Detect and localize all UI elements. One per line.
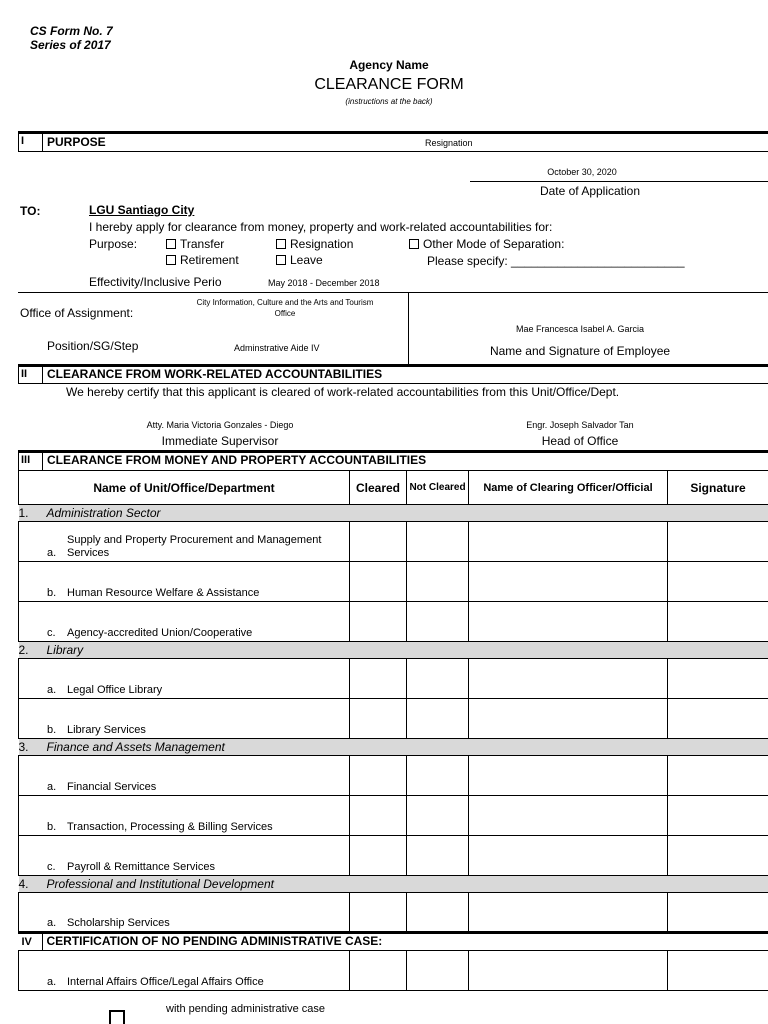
unit-name: Financial Services — [67, 781, 157, 793]
option-other-label: Other Mode of Separation: — [423, 237, 565, 251]
office-of-assignment-value[interactable] — [160, 297, 410, 319]
officer-cell[interactable] — [469, 836, 668, 876]
item-letter: a. — [47, 684, 57, 696]
cleared-cell[interactable] — [350, 756, 407, 796]
unit-name: Human Resource Welfare & Assistance — [67, 587, 260, 599]
option-retirement-label: Retirement — [180, 253, 239, 267]
signature-cell[interactable] — [668, 659, 768, 699]
rule — [18, 292, 768, 293]
unit-name: Agency-accredited Union/Cooperative — [67, 627, 253, 639]
category-row — [19, 505, 768, 522]
item-letter: b. — [47, 821, 57, 833]
table-row — [19, 522, 768, 562]
unit-cell — [19, 522, 350, 562]
employee-signature-label: Name and Signature of Employee — [489, 344, 671, 358]
unit-cell — [19, 893, 350, 933]
not-cleared-cell[interactable] — [407, 951, 469, 991]
certify-statement: We hereby certify that this applicant is cleared of work-related accountabilities from this Unit/Office/Dept. — [66, 385, 620, 399]
checkbox-icon[interactable] — [409, 239, 419, 249]
option-leave-label: Leave — [290, 253, 323, 267]
unit-name: Scholarship Services — [67, 917, 170, 929]
table-row — [19, 699, 768, 739]
cleared-cell[interactable] — [350, 893, 407, 933]
officer-cell[interactable] — [469, 951, 668, 991]
form-number — [30, 24, 113, 52]
category-library — [19, 642, 768, 659]
section-iv-header-row — [19, 933, 768, 951]
supervisor-name[interactable]: Atty. Maria Victoria Gonzales - Diego — [146, 420, 294, 430]
effectivity-label: Effectivity/Inclusive Perio — [89, 275, 222, 289]
section-title-work: CLEARANCE FROM WORK-RELATED ACCOUNTABILITIES — [47, 367, 383, 381]
not-cleared-cell[interactable] — [407, 522, 469, 562]
please-specify-field[interactable]: Please specify: __________________________ — [427, 254, 685, 268]
unit-cell — [19, 602, 350, 642]
cleared-cell[interactable] — [350, 796, 407, 836]
option-resignation-label: Resignation — [290, 237, 354, 251]
officer-cell[interactable] — [469, 893, 668, 933]
section-number: IV — [19, 934, 43, 950]
signature-cell[interactable] — [668, 951, 768, 991]
unit-cell — [19, 562, 350, 602]
to-label: TO: — [20, 204, 41, 218]
section-title-money: CLEARANCE FROM MONEY AND PROPERTY ACCOUNTABILITIES — [47, 453, 427, 467]
not-cleared-cell[interactable] — [407, 699, 469, 739]
checkbox-icon[interactable] — [166, 255, 176, 265]
unit-name: Internal Affairs Office/Legal Affairs Office — [67, 976, 264, 988]
not-cleared-cell[interactable] — [407, 796, 469, 836]
head-name[interactable]: Engr. Joseph Salvador Tan — [526, 420, 634, 430]
category-administration — [19, 505, 768, 522]
purpose-label: Purpose: — [89, 237, 138, 251]
checkbox-icon[interactable] — [166, 239, 176, 249]
category-number: 2. — [18, 643, 29, 657]
instructions-note: (instructions at the back) — [345, 97, 433, 106]
cleared-cell[interactable] — [350, 659, 407, 699]
unit-cell — [19, 756, 350, 796]
unit-name: Library Services — [67, 724, 146, 736]
category-name: Finance and Assets Management — [46, 740, 225, 754]
unit-cell — [19, 836, 350, 876]
option-resignation[interactable] — [276, 237, 353, 251]
table-row — [19, 893, 768, 933]
table-row — [19, 602, 768, 642]
officer-cell[interactable] — [469, 522, 668, 562]
not-cleared-cell[interactable] — [407, 893, 469, 933]
section-number: II — [21, 368, 28, 380]
rule — [18, 151, 768, 152]
item-letter: b. — [47, 724, 57, 736]
unit-name: Payroll & Remittance Services — [67, 861, 215, 873]
position-label: Position/SG/Step — [47, 339, 139, 353]
date-of-application-value[interactable]: October 30, 2020 — [547, 167, 617, 177]
cleared-cell[interactable] — [350, 951, 407, 991]
position-value[interactable]: Adminstrative Aide IV — [234, 343, 320, 353]
unit-cell — [19, 951, 350, 991]
clearance-table — [18, 470, 768, 991]
signature-line — [470, 181, 768, 182]
unit-cell — [19, 659, 350, 699]
apply-statement: I hereby apply for clearance from money, property and work-related accountabilities for: — [89, 220, 553, 234]
section-title-purpose: PURPOSE — [47, 135, 106, 149]
cleared-cell[interactable] — [350, 522, 407, 562]
effectivity-value[interactable]: May 2018 - December 2018 — [268, 278, 380, 288]
rule — [18, 383, 768, 384]
unit-name: Supply and Property Procurement and Management Services — [67, 534, 322, 559]
form-number-line1: CS Form No. 7 — [30, 24, 113, 38]
cleared-cell[interactable] — [350, 602, 407, 642]
category-name: Administration Sector — [46, 506, 161, 520]
option-retirement[interactable] — [166, 253, 239, 267]
signature-cell[interactable] — [668, 756, 768, 796]
item-letter: a. — [47, 917, 57, 929]
signature-cell[interactable] — [668, 836, 768, 876]
not-cleared-cell[interactable] — [407, 836, 469, 876]
category-professional-development — [19, 876, 768, 893]
table-header-row — [19, 471, 768, 505]
category-row — [19, 642, 768, 659]
signature-cell[interactable] — [668, 699, 768, 739]
rule — [42, 450, 43, 470]
purpose-value[interactable]: Resignation — [425, 138, 473, 148]
signature-cell[interactable] — [668, 522, 768, 562]
not-cleared-cell[interactable] — [407, 756, 469, 796]
pending-case-label: with pending administrative case — [166, 1003, 325, 1015]
form-title: CLEARANCE FORM — [314, 76, 464, 93]
officer-cell[interactable] — [469, 796, 668, 836]
office-value-line2: Office — [274, 309, 296, 318]
to-value[interactable]: LGU Santiago City — [89, 203, 195, 217]
col-not-cleared: Not Cleared — [407, 471, 469, 505]
employee-name[interactable]: Mae Francesca Isabel A. Garcia — [515, 324, 645, 334]
item-letter: c. — [47, 627, 56, 639]
section-title-admin-case: CERTIFICATION OF NO PENDING ADMINISTRATIVE CASE: — [46, 934, 383, 948]
unit-name: Transaction, Processing & Billing Services — [67, 821, 273, 833]
unit-cell — [19, 796, 350, 836]
head-label: Head of Office — [541, 434, 619, 448]
checkbox-icon[interactable] — [276, 239, 286, 249]
category-finance — [19, 739, 768, 756]
section-number: III — [21, 454, 31, 466]
cleared-cell[interactable] — [350, 836, 407, 876]
officer-cell[interactable] — [469, 602, 668, 642]
category-number: 3. — [18, 740, 29, 754]
item-letter: a. — [47, 976, 57, 988]
table-row — [19, 562, 768, 602]
not-cleared-cell[interactable] — [407, 562, 469, 602]
category-row — [19, 739, 768, 756]
item-letter: c. — [47, 861, 56, 873]
section-number: I — [21, 135, 25, 147]
col-unit: Name of Unit/Office/Department — [19, 471, 350, 505]
rule — [18, 364, 19, 384]
section-iv-header — [19, 933, 768, 951]
col-cleared: Cleared — [350, 471, 407, 505]
item-letter: b. — [47, 587, 57, 599]
rule — [18, 450, 19, 470]
officer-cell[interactable] — [469, 562, 668, 602]
option-leave[interactable] — [276, 253, 323, 267]
office-value-line1: City Information, Culture and the Arts and Tourism — [196, 298, 374, 307]
signature-cell[interactable] — [668, 562, 768, 602]
col-clearing-officer: Name of Clearing Officer/Official — [469, 471, 668, 505]
cleared-cell[interactable] — [350, 699, 407, 739]
not-cleared-cell[interactable] — [407, 602, 469, 642]
pending-case-checkbox[interactable] — [109, 1010, 125, 1024]
officer-cell[interactable] — [469, 699, 668, 739]
signature-cell[interactable] — [668, 602, 768, 642]
form-number-line2: Series of 2017 — [30, 38, 111, 52]
category-number: 1. — [18, 506, 29, 520]
option-transfer-label: Transfer — [180, 237, 225, 251]
officer-cell[interactable] — [469, 756, 668, 796]
table-row — [19, 659, 768, 699]
checkbox-icon[interactable] — [276, 255, 286, 265]
agency-name: Agency Name — [349, 58, 429, 72]
office-of-assignment-label: Office of Assignment: — [20, 306, 134, 320]
category-name: Professional and Institutional Development — [46, 877, 274, 891]
table-row — [19, 951, 768, 991]
unit-cell — [19, 699, 350, 739]
signature-cell[interactable] — [668, 893, 768, 933]
category-name: Library — [46, 643, 84, 657]
supervisor-label: Immediate Supervisor — [161, 434, 279, 448]
rule — [42, 131, 43, 151]
not-cleared-cell[interactable] — [407, 659, 469, 699]
item-letter: a. — [47, 781, 57, 793]
option-transfer[interactable] — [166, 237, 224, 251]
section-divider — [18, 131, 768, 134]
table-row — [19, 836, 768, 876]
cleared-cell[interactable] — [350, 562, 407, 602]
rule — [42, 364, 43, 384]
officer-cell[interactable] — [469, 659, 668, 699]
category-number: 4. — [18, 877, 29, 891]
table-row — [19, 796, 768, 836]
unit-name: Legal Office Library — [67, 684, 163, 696]
col-signature: Signature — [668, 471, 768, 505]
category-row — [19, 876, 768, 893]
rule — [18, 131, 19, 151]
option-other[interactable] — [409, 237, 564, 251]
signature-cell[interactable] — [668, 796, 768, 836]
item-letter: a. — [47, 547, 57, 559]
table-row — [19, 756, 768, 796]
date-of-application-label: Date of Application — [539, 184, 641, 198]
